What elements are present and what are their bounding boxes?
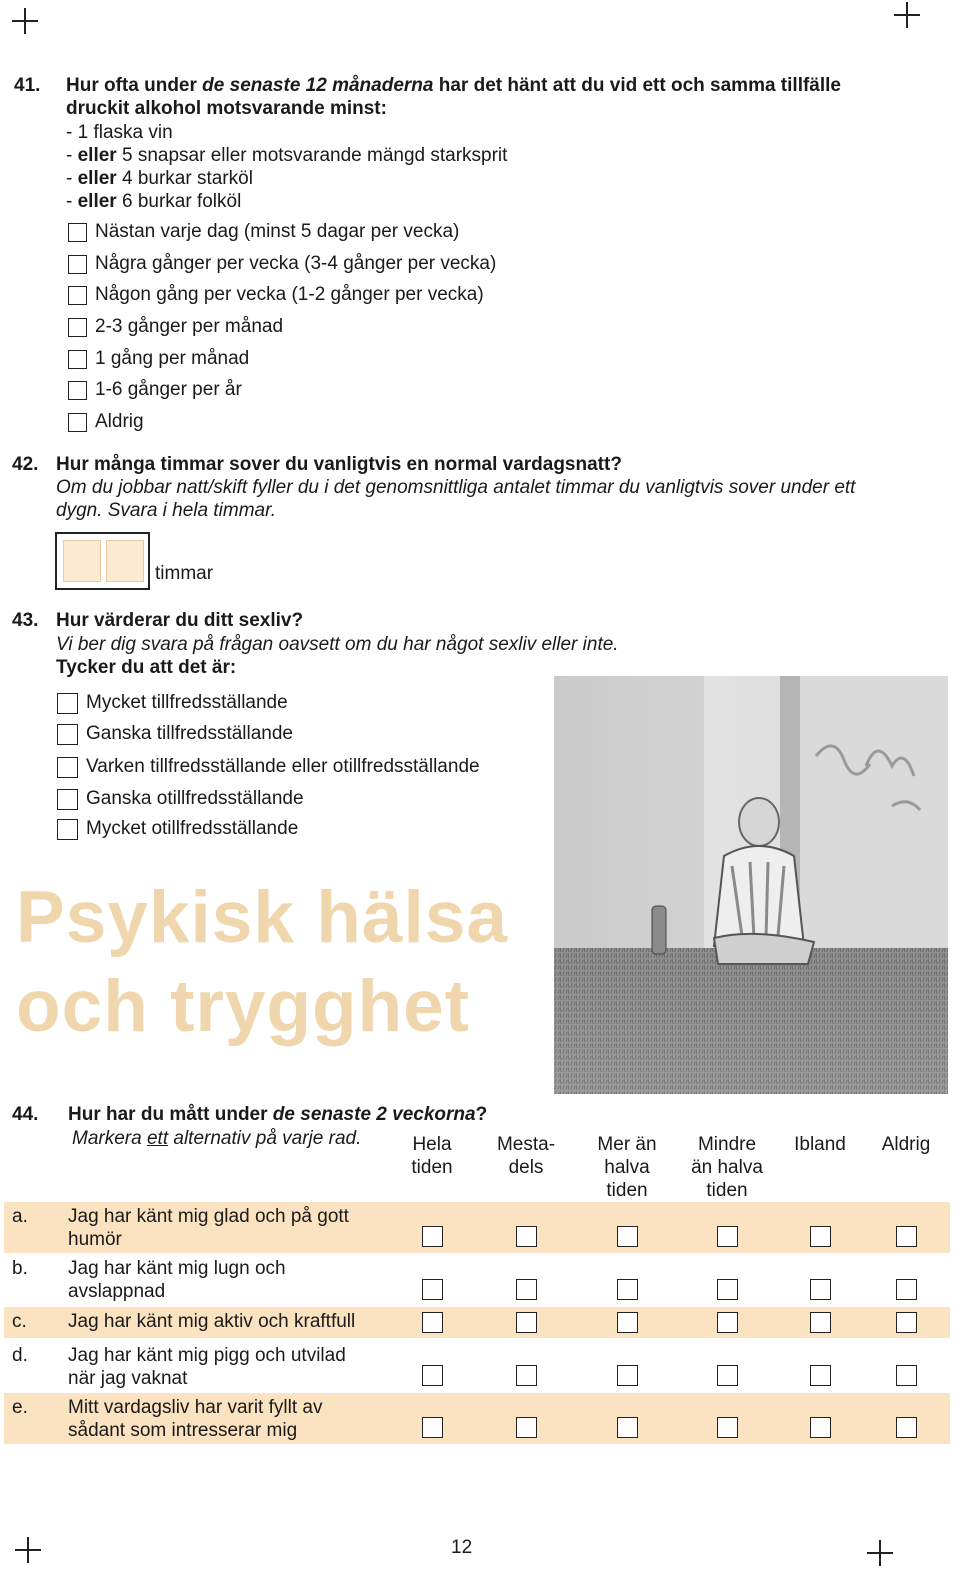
answer-checkbox[interactable] [810,1312,831,1333]
checkbox[interactable] [68,255,87,274]
option-row[interactable]: Mycket tillfredsställande [57,691,288,715]
column-header: Hela tiden [411,1134,453,1178]
hours-input[interactable] [55,532,150,590]
answer-checkbox[interactable] [896,1417,917,1438]
answer-checkbox[interactable] [717,1417,738,1438]
crop-mark-bottom-right [867,1540,893,1566]
answer-checkbox[interactable] [422,1417,443,1438]
answer-checkbox[interactable] [896,1312,917,1333]
column-header: Ibland [794,1134,846,1155]
row-label: Jag har känt mig pigg och utvilad när jag vaknat [68,1345,346,1389]
answer-checkbox[interactable] [810,1279,831,1300]
answer-checkbox[interactable] [896,1226,917,1247]
row-label: Jag har känt mig aktiv och kraftfull [68,1311,356,1332]
checkbox[interactable] [57,819,78,840]
option-row[interactable]: Aldrig [68,410,144,434]
condition-line: - eller 5 snapsar eller motsvarande mängd starksprit [66,145,508,166]
row-letter: a. [12,1206,28,1227]
answer-checkbox[interactable] [617,1417,638,1438]
option-row[interactable]: 2-3 gånger per månad [68,315,283,339]
question-42-instruction: Om du jobbar natt/skift fyller du i det genomsnittliga antalet timmar du vanligtvis sover under ett [56,477,856,498]
answer-checkbox[interactable] [896,1279,917,1300]
answer-checkbox[interactable] [422,1365,443,1386]
checkbox[interactable] [68,318,87,337]
option-row[interactable]: Någon gång per vecka (1-2 gånger per vecka) [68,283,484,307]
question-44-instruction: Markera ett alternativ på varje rad. [72,1128,362,1149]
answer-checkbox[interactable] [810,1365,831,1386]
answer-checkbox[interactable] [516,1226,537,1247]
question-42-number: 42. [12,454,39,475]
answer-checkbox[interactable] [516,1312,537,1333]
photo-woman-sitting-by-wall [554,676,948,1094]
checkbox[interactable] [68,381,87,400]
question-43-instruction: Vi ber dig svara på frågan oavsett om du har något sexliv eller inte. [56,634,619,655]
answer-checkbox[interactable] [617,1365,638,1386]
question-43-number: 43. [12,610,39,631]
row-letter: d. [12,1345,28,1366]
checkbox[interactable] [57,724,78,745]
crop-mark-top-left [12,8,38,34]
row-label: Mitt vardagsliv har varit fyllt av sådant som intresserar mig [68,1397,323,1441]
page-number: 12 [451,1537,473,1558]
answer-checkbox[interactable] [717,1279,738,1300]
checkbox[interactable] [68,223,87,242]
question-42-title: Hur många timmar sover du vanligtvis en normal vardagsnatt? [56,454,622,475]
question-43-subtitle: Tycker du att det är: [56,657,237,678]
section-title-line2: och trygghet [16,966,471,1047]
crop-mark-bottom-left [15,1537,41,1563]
checkbox[interactable] [57,693,78,714]
option-row[interactable]: 1-6 gånger per år [68,378,242,402]
question-41-number: 41. [14,75,41,96]
section-photo [554,676,948,1094]
hours-digit-1[interactable] [63,540,101,582]
answer-checkbox[interactable] [617,1312,638,1333]
option-row[interactable]: Mycket otillfredsställande [57,817,298,841]
answer-checkbox[interactable] [717,1365,738,1386]
row-label: Jag har känt mig lugn och avslappnad [68,1258,286,1302]
checkbox[interactable] [68,350,87,369]
column-header: Mesta- dels [496,1134,556,1178]
row-letter: b. [12,1258,28,1279]
answer-checkbox[interactable] [422,1279,443,1300]
answer-checkbox[interactable] [516,1365,537,1386]
option-row[interactable]: Varken tillfredsställande eller otillfredsställande [57,755,480,779]
question-44-number: 44. [12,1104,39,1125]
crop-mark-top-right [894,2,920,28]
option-row[interactable]: Nästan varje dag (minst 5 dagar per vecka) [68,220,459,244]
answer-checkbox[interactable] [516,1417,537,1438]
section-title-line1: Psykisk hälsa [16,877,508,958]
column-header: Mer än halva tiden [597,1134,657,1201]
answer-checkbox[interactable] [810,1226,831,1247]
condition-line: - eller 4 burkar starköl [66,168,253,189]
condition-line: - eller 6 burkar folköl [66,191,242,212]
answer-checkbox[interactable] [810,1417,831,1438]
question-42-instruction-line2: dygn. Svara i hela timmar. [56,500,276,521]
answer-checkbox[interactable] [422,1312,443,1333]
answer-checkbox[interactable] [617,1279,638,1300]
row-label: Jag har känt mig glad och på gott humör [68,1206,349,1250]
option-row[interactable]: Ganska otillfredsställande [57,787,304,811]
option-row[interactable]: 1 gång per månad [68,347,249,371]
checkbox[interactable] [57,789,78,810]
hours-digit-2[interactable] [106,540,144,582]
question-44-title: Hur har du mått under de senaste 2 veckorna? [68,1104,488,1125]
column-header: Aldrig [881,1134,931,1155]
answer-checkbox[interactable] [717,1312,738,1333]
column-header: Mindre än halva tiden [691,1134,763,1201]
question-41-title: Hur ofta under de senaste 12 månaderna har det hänt att du vid ett och samma tillfälle [66,75,841,96]
row-letter: c. [12,1311,27,1332]
answer-checkbox[interactable] [617,1226,638,1247]
checkbox[interactable] [57,757,78,778]
checkbox[interactable] [68,413,87,432]
row-letter: e. [12,1397,28,1418]
condition-line: - 1 flaska vin [66,122,173,143]
answer-checkbox[interactable] [516,1279,537,1300]
option-row[interactable]: Ganska tillfredsställande [57,722,293,746]
option-row[interactable]: Några gånger per vecka (3-4 gånger per vecka) [68,252,496,276]
question-41-title-line2: druckit alkohol motsvarande minst: [66,98,387,119]
answer-checkbox[interactable] [896,1365,917,1386]
answer-checkbox[interactable] [422,1226,443,1247]
question-43-title: Hur värderar du ditt sexliv? [56,610,304,631]
checkbox[interactable] [68,286,87,305]
answer-checkbox[interactable] [717,1226,738,1247]
hours-unit-label: timmar [155,563,214,584]
